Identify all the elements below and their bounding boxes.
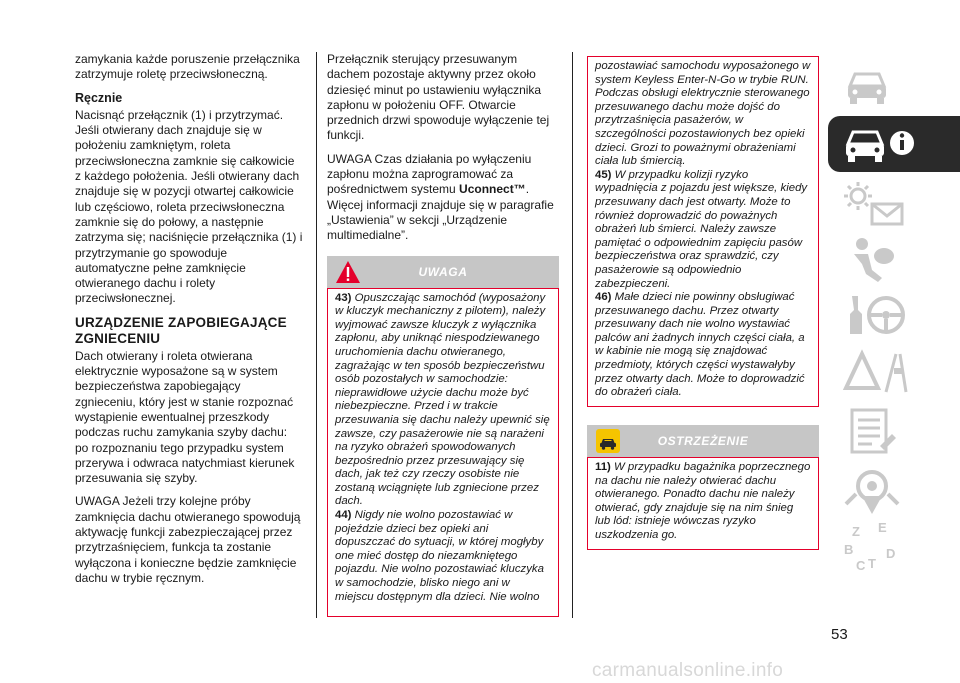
airbag-person-icon [842,234,902,284]
paragraph [327,152,559,244]
paragraph: Nacisnąć przełącznik (1) i przytrzymać. Jeśli otwierany dach znajduje się w położeniu zamkniętym, roleta przeciwsłoneczna zamknie się całkowicie z każdego położenia. Jeśli otwierany dach znajduje się w pozycji otwartej całkowicie lub częściowo, roleta przeciwsłoneczna zamknie się do połowy, a następnie zatrzyma się; naciśnięcie przełącznika (1) i przytrzymanie go spowoduje automatyczne pełne zamknięcie otwieranego dachu i rolety przeciwsłonecznej. [75,107,303,306]
index-letter: C [856,558,866,573]
section-heading-anti-pinch: URZĄDZENIE ZAPOBIEGAJĄCE ZGNIECENIU [75,314,287,346]
item-text: Nigdy nie wolno pozostawiać w pojeździe dzieci bez opieki ani dopuszczać do sytuacji, w której mogłyby one mieć dostęp do niezamkniętego pojazdu. Nie wolno pozostawiać kluczyka w samochodzie, blisko niego ani w miejscu dostępnym dla dzieci. Nie wolno [335,509,544,603]
text-span: UWAGA Czas działania po wyłączeniu zapłonu można zaprogramować za pośrednictwem systemu [327,151,532,197]
index-letter: D [886,546,896,561]
caution-item-11 [595,461,811,543]
dashboard-lights-icon [842,178,912,228]
item-number: 43) [335,291,352,304]
item-number: 44) [335,509,352,522]
text-span: . Więcej informacji znajduje się w paragrafie „Ustawienia” w sekcji „Urządzenie multimedialne”. [327,182,554,243]
item-text: W przypadku kolizji ryzyko wypadnięcia z pojazdu jest większe, kiedy przesuwany dach jest otwarty. Może to również doprowadzić do poważnych obrażeń lub śmierci. Należy zawsze pamiętać o odpowiednim zapięciu pasów bezpieczeństwa oraz sprawdzić, czy pasażerowie są odpowiednio zabezpieczeni. [595,168,808,290]
caution-header-bar [587,425,819,457]
alphabet-index-icon [842,520,902,576]
tab-safety[interactable] [828,230,960,286]
column-divider [316,52,317,618]
warning-item-44-continued: pozostawiać samochodu wyposażonego w system Keyless Enter-N-Go w trybie RUN. Podczas obsługi elektrycznie sterowanego przesuwanego dachu może dojść do przytrzaśnięcia pasażerów, w szczególności pozostawionych bez opieki dzieci. Grozi to poważnymi obrażeniami ciała lub śmiercią. [595,60,811,168]
paragraph: UWAGA Jeżeli trzy kolejne próby zamknięcia dachu otwieranego spowodują aktywację funkcji zabezpieczającej przez przytrzaśnięciem, funkcja ta zostanie wyłączona i konieczne będzie zamknięcie dachu w trybie ręcznym. [75,494,301,585]
text-column-3 [587,52,819,550]
warning-item-46 [595,291,811,400]
tab-getting-to-know-active[interactable] [828,116,960,172]
paragraph: Dach otwierany i roleta otwierana elektrycznie wyposażone są w system bezpieczeństwa zapobiegający zgnieceniu, który jest w stanie rozpoznać wystąpienie ewentualnej przeszkody podczas ruchu zamykania szyby dachu: po rozpoznaniu tego przypadku system przerywa i odwraca natychmiast kierunek przesuwania się szyby. [75,348,295,486]
car-front-icon [842,62,892,108]
page-number: 53 [831,626,848,643]
warning-box [327,288,559,617]
index-letter: T [868,556,876,571]
warning-box-continued [587,56,819,407]
watermark: carmanualsonline.info [592,660,784,681]
item-text: W przypadku bagażnika poprzecznego na dachu nie należy otwierać dachu otwieranego. Ponadto dachu nie należy otwierać, gdy znajduje się na nim śnieg lub lód: istnieje wówczas ryzyko uszkodzenia go. [595,461,811,541]
item-number: 11) [595,461,611,473]
warning-item-44 [335,509,551,604]
item-text: Opuszczając samochód (wyposażony w kluczyk mechaniczny z pilotem), należy wyjmować zawsze kluczyk z wyłącznika zapłonu, aby uniknąć niespodziewanego uruchomienia dachu otwieranego, zagrażając w ten sposób bezpieczeństwu osób pozostałych w samochodzie: nieprawidłowe użycie dachu może być niebezpieczne. Przed i w trakcie przesuwania się dachu należy upewnić się zawsze, czy pasażerowie nie są narażeni na ryzyko obrażeń spowodowanych bezpośrednio przez przesuwający się dach, jak też czy rzeczy osobiste nie zostaną wciągnięte lub zgniecione przez dach. [335,291,550,508]
uconnect-brand: Uconnect™ [459,182,526,197]
warning-item-43 [335,292,551,510]
caution-label: OSTRZEŻENIE [657,434,749,448]
warning-item-45 [595,169,811,291]
road-triangle-icon [842,348,912,398]
index-letter: Z [852,524,860,539]
warning-label: UWAGA [418,264,468,279]
map-navigation-icon [842,464,902,520]
service-checklist-icon [842,406,902,456]
car-info-icon [842,120,922,168]
item-number: 46) [595,291,612,304]
tab-dashboard[interactable] [828,174,960,230]
tab-multimedia[interactable] [828,460,960,516]
warning-header-bar [327,256,559,288]
subheading-manual: Ręcznie [75,90,123,105]
paragraph: Przełącznik sterujący przesuwanym dachem pozostaje aktywny przez około dziesięć minut po ustawieniu wyłącznika zapłonu w położeniu OFF. Otwarcie przednich drzwi spowoduje wyłączenie tej funkcji. [327,52,550,143]
caution-box [587,457,819,550]
tab-starting-driving[interactable] [828,286,960,342]
text-column-2 [327,52,559,617]
tab-servicing[interactable] [828,402,960,458]
index-letter: B [844,542,854,557]
tab-emergency[interactable] [828,344,960,400]
index-letter: E [878,520,887,535]
item-text: Małe dzieci nie powinny obsługiwać przesuwanego dachu. Przez otwarty przesuwany dach nie wolno wystawiać palców ani żadnych innych części ciała, a w kabinie nie mogą się znajdować przedmioty, których części wystawałyby przez otwarty dach. Może to doprowadzić do obrażeń ciała. [595,291,805,399]
item-number: 45) [595,168,612,181]
text-column-1 [75,52,303,594]
wrench-steering-icon [842,290,912,340]
tab-index[interactable] [828,518,960,574]
column-divider [572,52,573,618]
paragraph: zamykania każde poruszenie przełącznika zatrzymuje roletę przeciwsłoneczną. [75,52,300,82]
tab-car-overview[interactable] [828,58,960,114]
